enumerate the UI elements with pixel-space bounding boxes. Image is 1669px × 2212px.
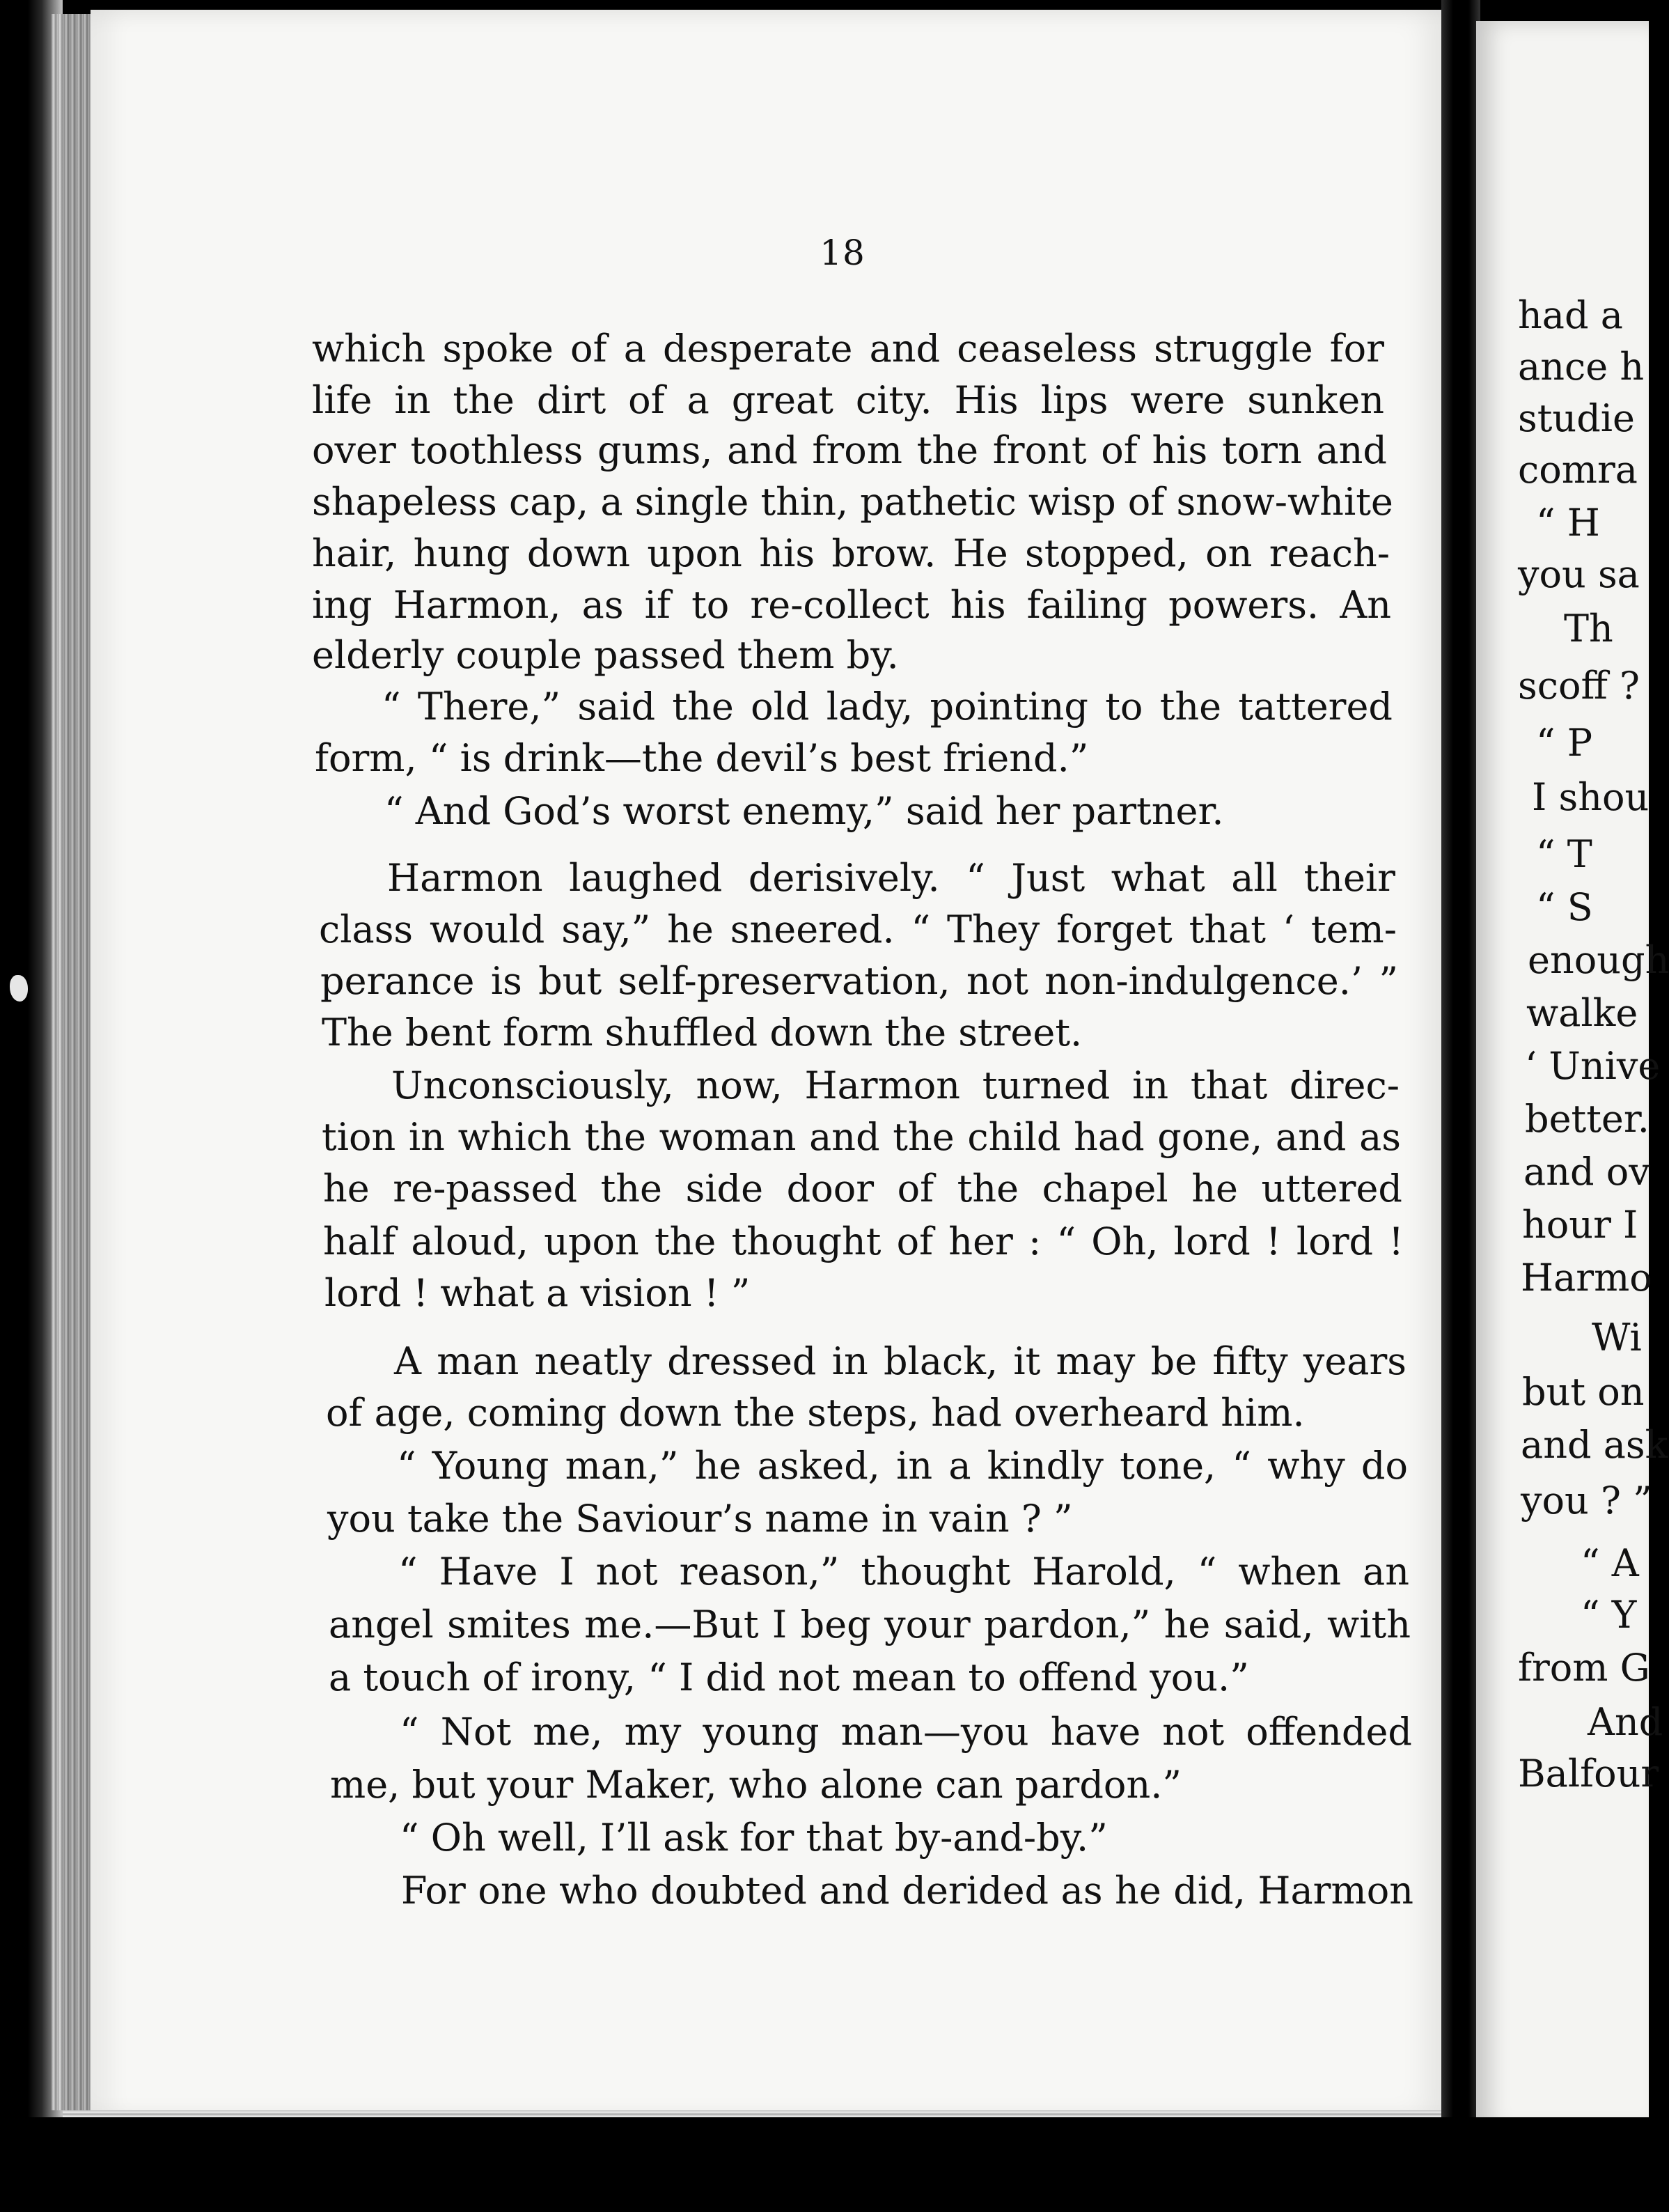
text-fragment: “ S (1536, 885, 1593, 929)
text-line: of age, coming down the steps, had overheard him. (326, 1391, 1305, 1435)
page-number: 18 (820, 233, 865, 273)
text-fragment: Harmo (1521, 1256, 1652, 1300)
text-line: over toothless gums, and from the front of his torn and (312, 428, 1387, 472)
text-line: shapeless cap, a single thin, pathetic wisp of snow-white (312, 480, 1393, 524)
text-fragment: Th (1564, 607, 1613, 651)
text-fragment: Balfour (1518, 1752, 1659, 1796)
text-fragment: but on (1522, 1370, 1645, 1414)
text-fragment: and ask (1521, 1423, 1668, 1467)
text-fragment: ‘ Unive (1525, 1044, 1661, 1088)
text-fragment: enough (1528, 938, 1669, 982)
text-fragment: I shou (1532, 775, 1650, 819)
text-line: he re-passed the side door of the chapel he uttered (323, 1167, 1402, 1210)
text-line: “ Young man,” he asked, in a kindly tone, “ why do (397, 1444, 1408, 1488)
text-line: lord ! what a vision ! ” (324, 1271, 751, 1315)
text-line: angel smites me.—But I beg your pardon,” he said, with (329, 1603, 1411, 1646)
text-line: “ There,” said the old lady, pointing to the tattered (382, 685, 1393, 729)
text-fragment: And (1588, 1700, 1663, 1744)
text-line: which spoke of a desperate and ceaseless struggle for (312, 327, 1384, 371)
text-line: me, but your Maker, who alone can pardon.” (330, 1763, 1182, 1807)
text-line: A man neatly dressed in black, it may be fifty years (394, 1339, 1406, 1383)
text-fragment: you sa (1518, 552, 1640, 596)
text-fragment: “ P (1536, 721, 1593, 765)
text-fragment: better. (1525, 1097, 1650, 1141)
text-line: Harmon laughed derisively. “ Just what all their (387, 856, 1395, 900)
text-fragment: ance h (1518, 345, 1645, 389)
text-line: elderly couple passed them by. (312, 633, 899, 677)
bottom-black-band (0, 2117, 1649, 2212)
book-gutter (1441, 0, 1480, 2212)
text-fragment: hour I (1522, 1203, 1638, 1247)
scan-blot-mark (10, 975, 28, 1002)
text-fragment: walke (1526, 991, 1638, 1035)
text-fragment: “ H (1536, 501, 1600, 545)
text-fragment: Wi (1592, 1316, 1642, 1360)
text-fragment: scoff ? (1518, 664, 1640, 708)
text-line: Unconsciously, now, Harmon turned in that direc- (391, 1064, 1400, 1107)
text-line: perance is but self-preservation, not non-indulgence.’ ” (320, 959, 1398, 1003)
text-fragment: studie (1518, 396, 1635, 440)
text-line: The bent form shuffled down the street. (322, 1011, 1083, 1054)
text-fragment: comra (1518, 448, 1638, 492)
text-line: “ Not me, my young man—you have not offended (400, 1710, 1412, 1754)
text-line: “ Have I not reason,” thought Harold, “ when an (398, 1550, 1409, 1594)
text-line: “ Oh well, I’ll ask for that by-and-by.” (400, 1816, 1108, 1860)
text-line: life in the dirt of a great city. His lips were sunken (312, 378, 1384, 422)
text-line: half aloud, upon the thought of her : “ Oh, lord ! lord ! (323, 1220, 1404, 1263)
text-fragment: from G (1518, 1646, 1650, 1690)
text-line: form, “ is drink—the devil’s best friend.” (315, 736, 1089, 780)
page-stack-edge (52, 14, 93, 2110)
text-line: “ And God’s worst enemy,” said her partner. (384, 789, 1224, 833)
text-line: you take the Saviour’s name in vain ? ” (327, 1497, 1073, 1541)
text-line: For one who doubted and derided as he did, Harmon (401, 1869, 1413, 1913)
text-line: class would say,” he sneered. “ They forget that ‘ tem- (319, 908, 1397, 951)
text-line: ing Harmon, as if to re-collect his failing powers. An (312, 583, 1391, 627)
text-fragment: “ A (1581, 1541, 1639, 1585)
text-fragment: and ov (1523, 1150, 1650, 1194)
text-line: tion in which the woman and the child had gone, and as (322, 1115, 1401, 1159)
text-line: hair, hung down upon his brow. He stopped, on reach- (312, 531, 1390, 575)
text-line: a touch of irony, “ I did not mean to offend you.” (329, 1656, 1249, 1699)
text-fragment: had a (1518, 293, 1623, 337)
text-fragment: “ T (1536, 832, 1592, 876)
text-fragment: you ? ” (1521, 1479, 1652, 1522)
text-fragment: “ Y (1581, 1593, 1637, 1637)
